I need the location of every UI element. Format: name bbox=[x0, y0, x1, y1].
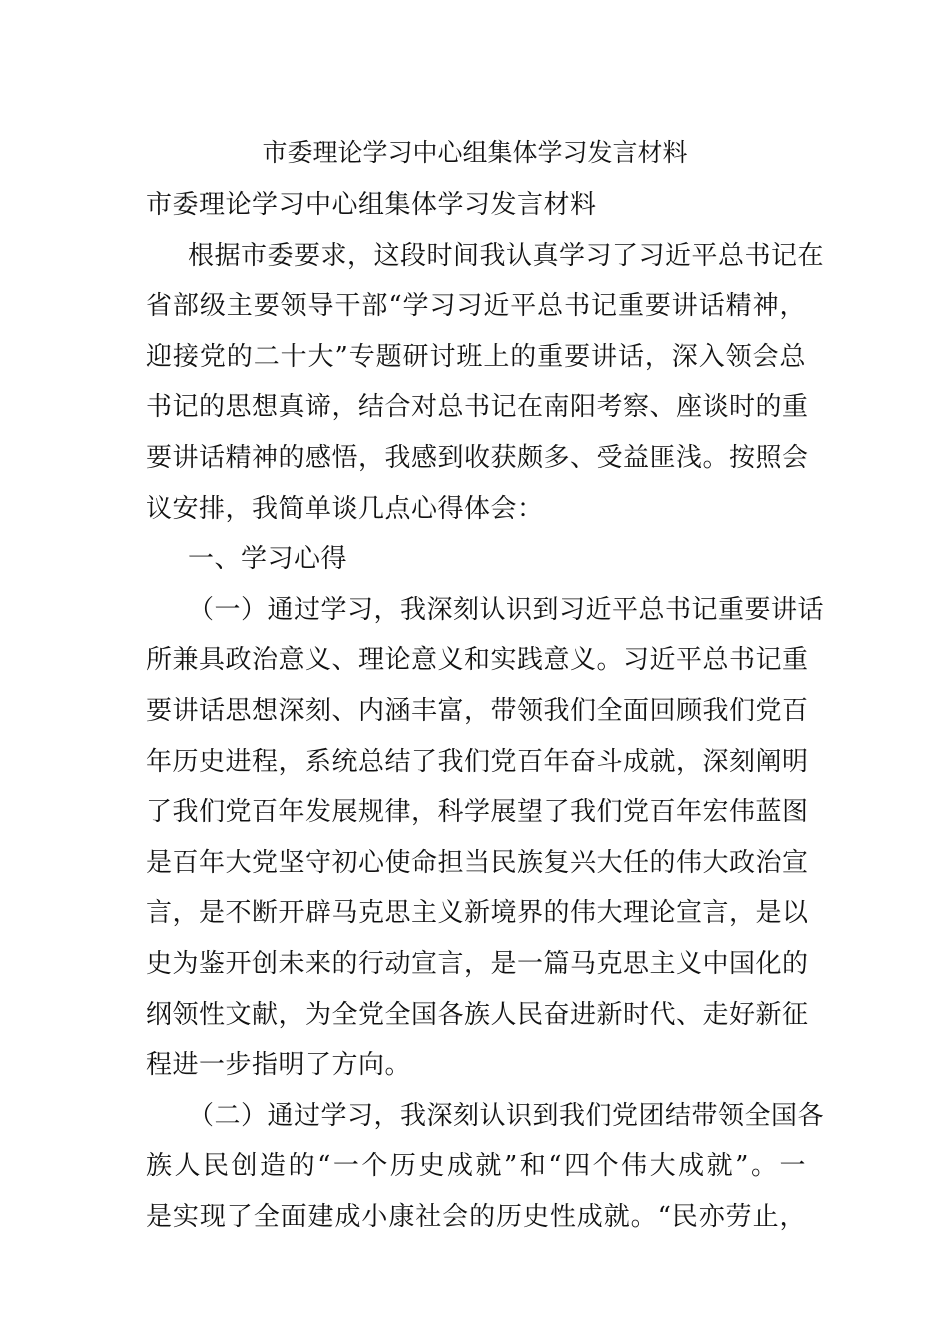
subsection-heading: 一、学习心得 bbox=[188, 544, 348, 575]
paragraph-line: 省部级主要领导干部“学习习近平总书记重要讲话精神， bbox=[146, 291, 806, 322]
document-body bbox=[146, 180, 825, 1242]
paragraph-line: 言，是不断开辟马克思主义新境界的伟大理论宣言，是以 bbox=[146, 898, 809, 929]
paragraph-line: 所兼具政治意义、理论意义和实践意义。习近平总书记重 bbox=[146, 645, 809, 676]
section-heading: 市委理论学习中心组集体学习发言材料 bbox=[146, 190, 597, 220]
paragraph-line: 了我们党百年发展规律，科学展望了我们党百年宏伟蓝图 bbox=[146, 797, 809, 828]
paragraph-line: 史为鉴开创未来的行动宣言，是一篇马克思主义中国化的 bbox=[146, 948, 809, 979]
paragraph-line: 年历史进程，系统总结了我们党百年奋斗成就，深刻阐明 bbox=[146, 746, 809, 777]
paragraph-line: 议安排，我简单谈几点心得体会： bbox=[146, 493, 544, 524]
paragraph-line: （一）通过学习，我深刻认识到习近平总书记重要讲话 bbox=[188, 594, 825, 625]
paragraph-line: 书记的思想真谛，结合对总书记在南阳考察、座谈时的重 bbox=[146, 392, 809, 423]
paragraph-line: 要讲话精神的感悟，我感到收获颇多、受益匪浅。按照会 bbox=[146, 442, 809, 473]
paragraph-line: 是百年大党坚守初心使命担当民族复兴大任的伟大政治宣 bbox=[146, 847, 809, 878]
paragraph-line: 迎接党的二十大”专题研讨班上的重要讲话，深入领会总 bbox=[146, 341, 806, 372]
paragraph-line: 是实现了全面建成小康社会的历史性成就。“民亦劳止， bbox=[146, 1201, 806, 1232]
paragraph-line: 程进一步指明了方向。 bbox=[146, 1050, 412, 1081]
document-title: 市委理论学习中心组集体学习发言材料 bbox=[262, 138, 688, 167]
paragraph-line: 族人民创造的“一个历史成就”和“四个伟大成就”。一 bbox=[146, 1151, 806, 1182]
paragraph-line: 纲领性文献，为全党全国各族人民奋进新时代、走好新征 bbox=[146, 999, 809, 1030]
paragraph-line: 根据市委要求，这段时间我认真学习了习近平总书记在 bbox=[188, 240, 825, 271]
paragraph-line: （二）通过学习，我深刻认识到我们党团结带领全国各 bbox=[188, 1100, 825, 1131]
paragraph-line: 要讲话思想深刻、内涵丰富，带领我们全面回顾我们党百 bbox=[146, 695, 809, 726]
